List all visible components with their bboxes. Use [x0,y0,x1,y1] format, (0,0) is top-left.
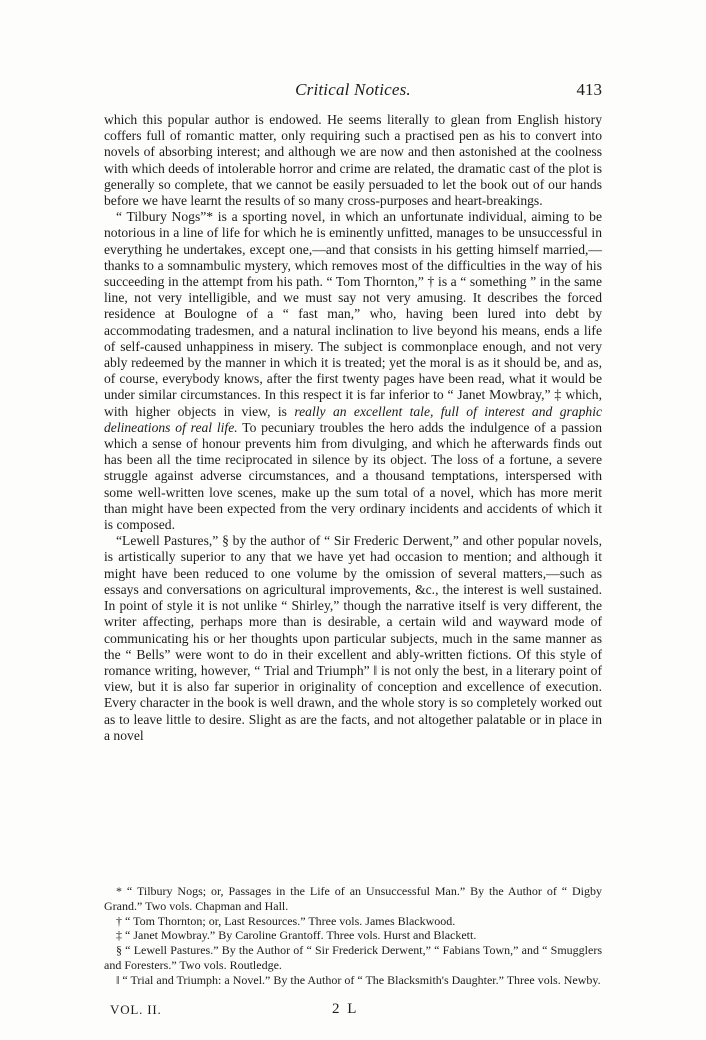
signature-line [104,1002,602,1020]
text-run: which this popular author is endowed. He seems literally to glean from English history coffers full of romantic matter, only requiring such a practised pen as his to convert into novels of absorbing interest; and although we are now and then astonished at the coolness with which deeds of intolerable horror and crime are related, the dramatic cast of the plot is generally so complete, that we cannot be easily persuaded to let the book out of our hands before we have learnt the results of so many cross-purposes and heart-breakings. [104,112,602,209]
running-title: Critical Notices. [295,80,411,99]
volume-label: VOL. II. [110,1002,162,1017]
paragraph [104,533,602,744]
running-header [104,80,602,102]
printer-signature-mark: 2 L [332,1001,359,1017]
footnote: ‡ “ Janet Mowbray.” By Caroline Grantoff. Three vols. Hurst and Blackett. [116,928,477,943]
text-run: “ Tilbury Nogs”* is a sporting novel, in which an unfortunate individual, aiming to be notorious in a line of life for which he is eminently unfitted, manages to be unsuccessful in everything he undertakes, except one,—and that consists in his getting himself married,—thanks to a somnambulic mystery, which removes most of the difficulties in the way of his succeeding in the attempt from his path. “ Tom Thornton,” † is a “ something ” in the same line, not very intelligible, and we must say not very amusing. It describes the forced residence at Boulogne of a “ fast man,” who, having been lured into debt by accommodating tradesmen, and a natural inclination to live beyond his means, ends a life of self-caused unhappiness in misery. The subject is commonplace enough, and not very ably redeemed by the manner in which it is treated; yet the moral is as it should be, and as, of course, everybody knows, after the first twenty pages have been read, what it would be under similar circumstances. In this respect it is far inferior to “ Janet Mowbray,” ‡ which, with higher objects in view, is [104,209,602,419]
footnote: * “ Tilbury Nogs; or, Passages in the Life of an Unsuccessful Man.” By the Author of “ Digby Grand.” Two vols. Chapman and Hall. [104,884,602,913]
footnote: ‖ “ Trial and Triumph: a Novel.” By the Author of “ The Blacksmith's Daughter.” Three vols. Newby. [116,972,601,987]
paragraph [104,209,602,533]
footnote: § “ Lewell Pastures.” By the Author of “ Sir Frederick Derwent,” “ Fabians Town,” and “ Smugglers and Foresters.” Two vols. Routledge. [104,943,602,972]
text-run: To pecuniary troubles the hero adds the indulgence of a passion which a sense of honour prevents him from divulging, and which he afterwards finds out has been all the time reciprocated in silence by its object. The loss of a fortune, a severe struggle against adverse circumstances, and a thousand temptations, interspersed with some well-written love scenes, make up the sum total of a novel, which has more merit than might have been expected from the very ordinary incidents and accidents of which it is composed. [104,419,602,533]
main-text [104,112,602,744]
paragraph [104,112,602,209]
footnote: † “ Tom Thornton; or, Last Resources.” Three vols. James Blackwood. [116,913,456,928]
page-number: 413 [576,80,602,99]
italic-text-run: really an excellent tale, full of interest and graphic delineations of real life. [104,403,603,435]
footnotes [104,884,602,988]
text-run: “Lewell Pastures,” § by the author of “ Sir Frederic Derwent,” and other popular novels, is artistically superior to any that we have yet had occasion to mention; and although it might have been reduced to one volume by the omission of several matters,—such as essays and conversations on agricultural improvements, &c., the interest is well sustained. In point of style it is not unlike “ Shirley,” though the narrative itself is very different, the writer affecting, perhaps more than is desirable, a certain wild and wayward mode of communicating his or her thoughts upon particular subjects, much in the same manner as the “ Bells” were wont to do in their excellent and ably-written fictions. Of this style of romance writing, however, “ Trial and Triumph” ‖ is not only the best, in a literary point of view, but it is also far superior in originality of conception and excellence of execution. Every character in the book is well drawn, and the whole story is so completely worked out as to leave little to desire. Slight as are the facts, and not altogether palatable or in place in a novel [104,533,602,743]
